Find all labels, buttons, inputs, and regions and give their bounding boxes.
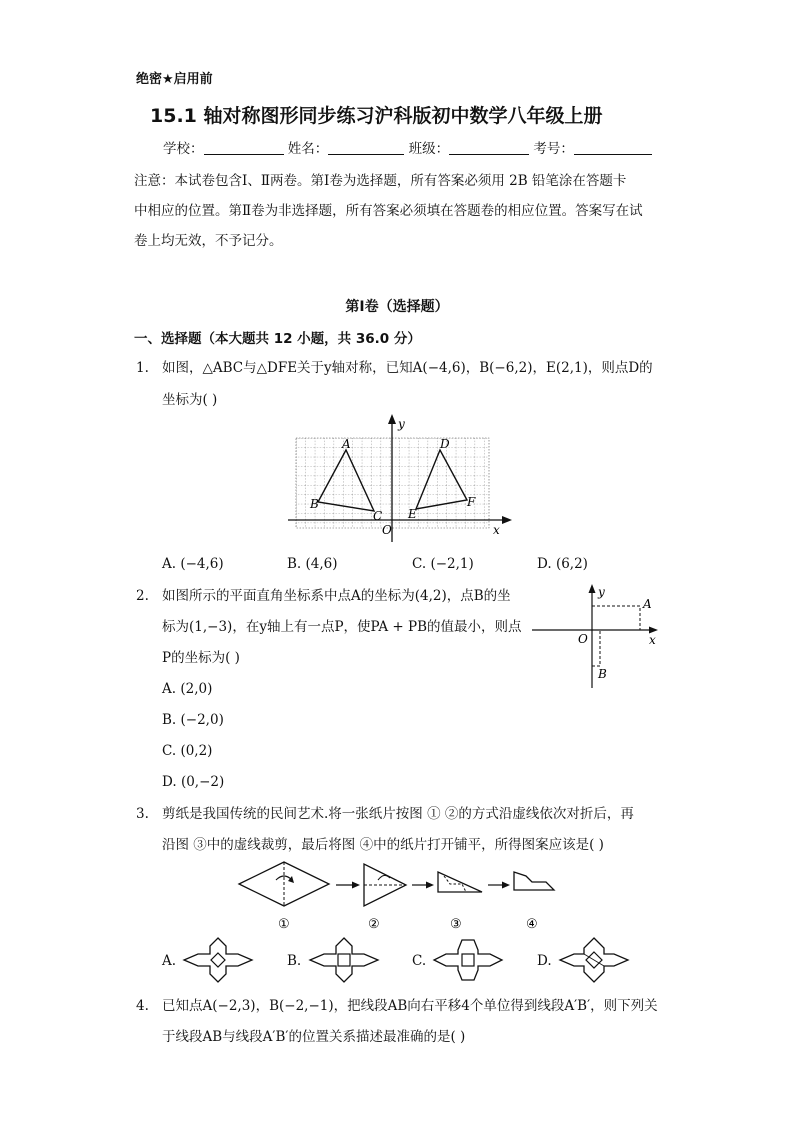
question-text: 沿图 ③中的虚线裁剪，最后将图 ④中的纸片打开铺平，所得图案应该是( )	[162, 837, 604, 853]
question-text: 已知点A(−2,3)，B(−2,−1)，把线段AB向右平移4个单位得到线段A′B′，则下列关	[162, 998, 658, 1014]
class-blank[interactable]	[449, 140, 529, 155]
option-text: (−2,1)	[430, 556, 474, 572]
notice-line: 注意：本试卷包含Ⅰ、Ⅱ两卷。第Ⅰ卷为选择题，所有答案必须用 2B 铅笔涂在答题卡	[134, 173, 627, 189]
step-label: ③	[450, 917, 462, 932]
option[interactable]	[162, 554, 224, 574]
step-label: ①	[278, 917, 290, 932]
option-c-pattern[interactable]	[430, 936, 506, 984]
label-c: C	[373, 509, 383, 523]
question-text: 标为(1,−3)，在y轴上有一点P，使PA + PB的值最小，则点	[162, 619, 522, 635]
option-text: (0,2)	[180, 743, 213, 759]
label-x-axis: x	[649, 633, 656, 647]
info-class-label: 班级：	[408, 141, 450, 157]
step-arrow-icon	[426, 882, 434, 889]
option-b-pattern[interactable]	[306, 936, 382, 984]
option-letter: B.	[287, 556, 302, 572]
question-number: 4.	[136, 998, 149, 1014]
step4-shape	[514, 872, 554, 890]
step-label: ②	[368, 917, 380, 932]
label-b: B	[598, 667, 607, 681]
option-letter: A.	[162, 681, 177, 697]
option-text: (−4,6)	[180, 556, 224, 572]
step3-triangle	[438, 872, 482, 892]
step-label: ④	[526, 917, 538, 932]
question-number: 1.	[136, 360, 149, 376]
option[interactable]	[287, 554, 338, 574]
option-text: (0,−2)	[180, 774, 225, 790]
label-origin: O	[382, 523, 392, 537]
x-axis-arrow-icon	[502, 516, 512, 524]
question-text: 剪纸是我国传统的民间艺术.将一张纸片按图 ① ②的方式沿虚线依次对折后，再	[162, 806, 634, 822]
option[interactable]	[162, 772, 224, 792]
info-id-label: 考号：	[533, 141, 574, 157]
y-axis-arrow-icon	[589, 584, 596, 593]
point-a-guides	[592, 606, 640, 630]
option-letter[interactable]: C.	[412, 953, 427, 969]
option[interactable]	[537, 554, 588, 574]
q1-coordinate-figure	[280, 412, 520, 552]
info-school-label: 学校：	[163, 141, 204, 157]
question-text: 于线段AB与线段A′B′的位置关系描述最准确的是( )	[162, 1029, 466, 1045]
paper-folding-steps	[236, 858, 560, 934]
question-number: 2.	[136, 588, 149, 604]
y-axis-arrow-icon	[388, 414, 396, 424]
confidential-mark: 绝密★启用前	[136, 72, 213, 87]
exam-id-blank[interactable]	[574, 140, 652, 155]
info-line	[163, 139, 652, 159]
option-letter: B.	[162, 712, 177, 728]
option[interactable]	[162, 710, 224, 730]
question-text: 如图，△ABC与△DFE关于y轴对称，已知A(−4,6)，B(−6,2)，E(2,1)，则点D的	[162, 360, 653, 376]
point-b-guides	[592, 630, 600, 666]
question-text: P的坐标为( )	[162, 650, 240, 666]
option[interactable]	[412, 554, 474, 574]
option-text: (4,6)	[305, 556, 338, 572]
option-d-pattern[interactable]	[556, 936, 632, 984]
label-e: E	[408, 507, 417, 521]
fold-arrow-icon	[378, 875, 390, 880]
label-d: D	[440, 437, 450, 451]
label-f: F	[467, 495, 476, 509]
label-a: A	[342, 437, 351, 451]
option-a-pattern[interactable]	[180, 936, 256, 984]
option-text: (6,2)	[555, 556, 588, 572]
question-text: 坐标为( )	[162, 392, 218, 408]
option-text: (2,0)	[180, 681, 213, 697]
option-letter: D.	[537, 556, 552, 572]
question-number: 3.	[136, 806, 149, 822]
option-letter: A.	[162, 556, 177, 572]
label-b: B	[310, 497, 319, 511]
label-a: A	[643, 597, 652, 611]
option-letter[interactable]: A.	[162, 953, 177, 969]
school-blank[interactable]	[204, 140, 284, 155]
label-x-axis: x	[493, 523, 500, 537]
q2-coordinate-figure	[528, 580, 664, 692]
option-letter: C.	[162, 743, 177, 759]
question-text: 如图所示的平面直角坐标系中点A的坐标为(4,2)，点B的坐	[162, 588, 511, 604]
info-name-label: 姓名：	[287, 141, 329, 157]
option-text: (−2,0)	[180, 712, 224, 728]
page-title: 15.1 轴对称图形同步练习沪科版初中数学八年级上册	[150, 105, 603, 127]
label-origin: O	[578, 632, 588, 646]
step-arrow-icon	[352, 882, 360, 889]
option-letter: C.	[412, 556, 427, 572]
notice-line: 卷上均无效，不予记分。	[134, 233, 283, 249]
option[interactable]	[162, 679, 212, 699]
label-y-axis: y	[398, 417, 405, 431]
option-letter[interactable]: B.	[287, 953, 302, 969]
name-blank[interactable]	[328, 140, 404, 155]
step3-cut-line	[444, 876, 466, 892]
notice-line: 中相应的位置。第Ⅱ卷为非选择题，所有答案必须填在答题卷的相应位置。答案写在试	[134, 203, 643, 219]
option-letter[interactable]: D.	[537, 953, 552, 969]
option[interactable]	[162, 741, 212, 761]
section-title: 第Ⅰ卷（选择题）	[345, 299, 449, 315]
label-y-axis: y	[598, 585, 605, 599]
step-arrow-icon	[502, 882, 510, 889]
option-letter: D.	[162, 774, 177, 790]
section-heading: 一、选择题（本大题共 12 小题，共 36.0 分）	[134, 331, 421, 347]
